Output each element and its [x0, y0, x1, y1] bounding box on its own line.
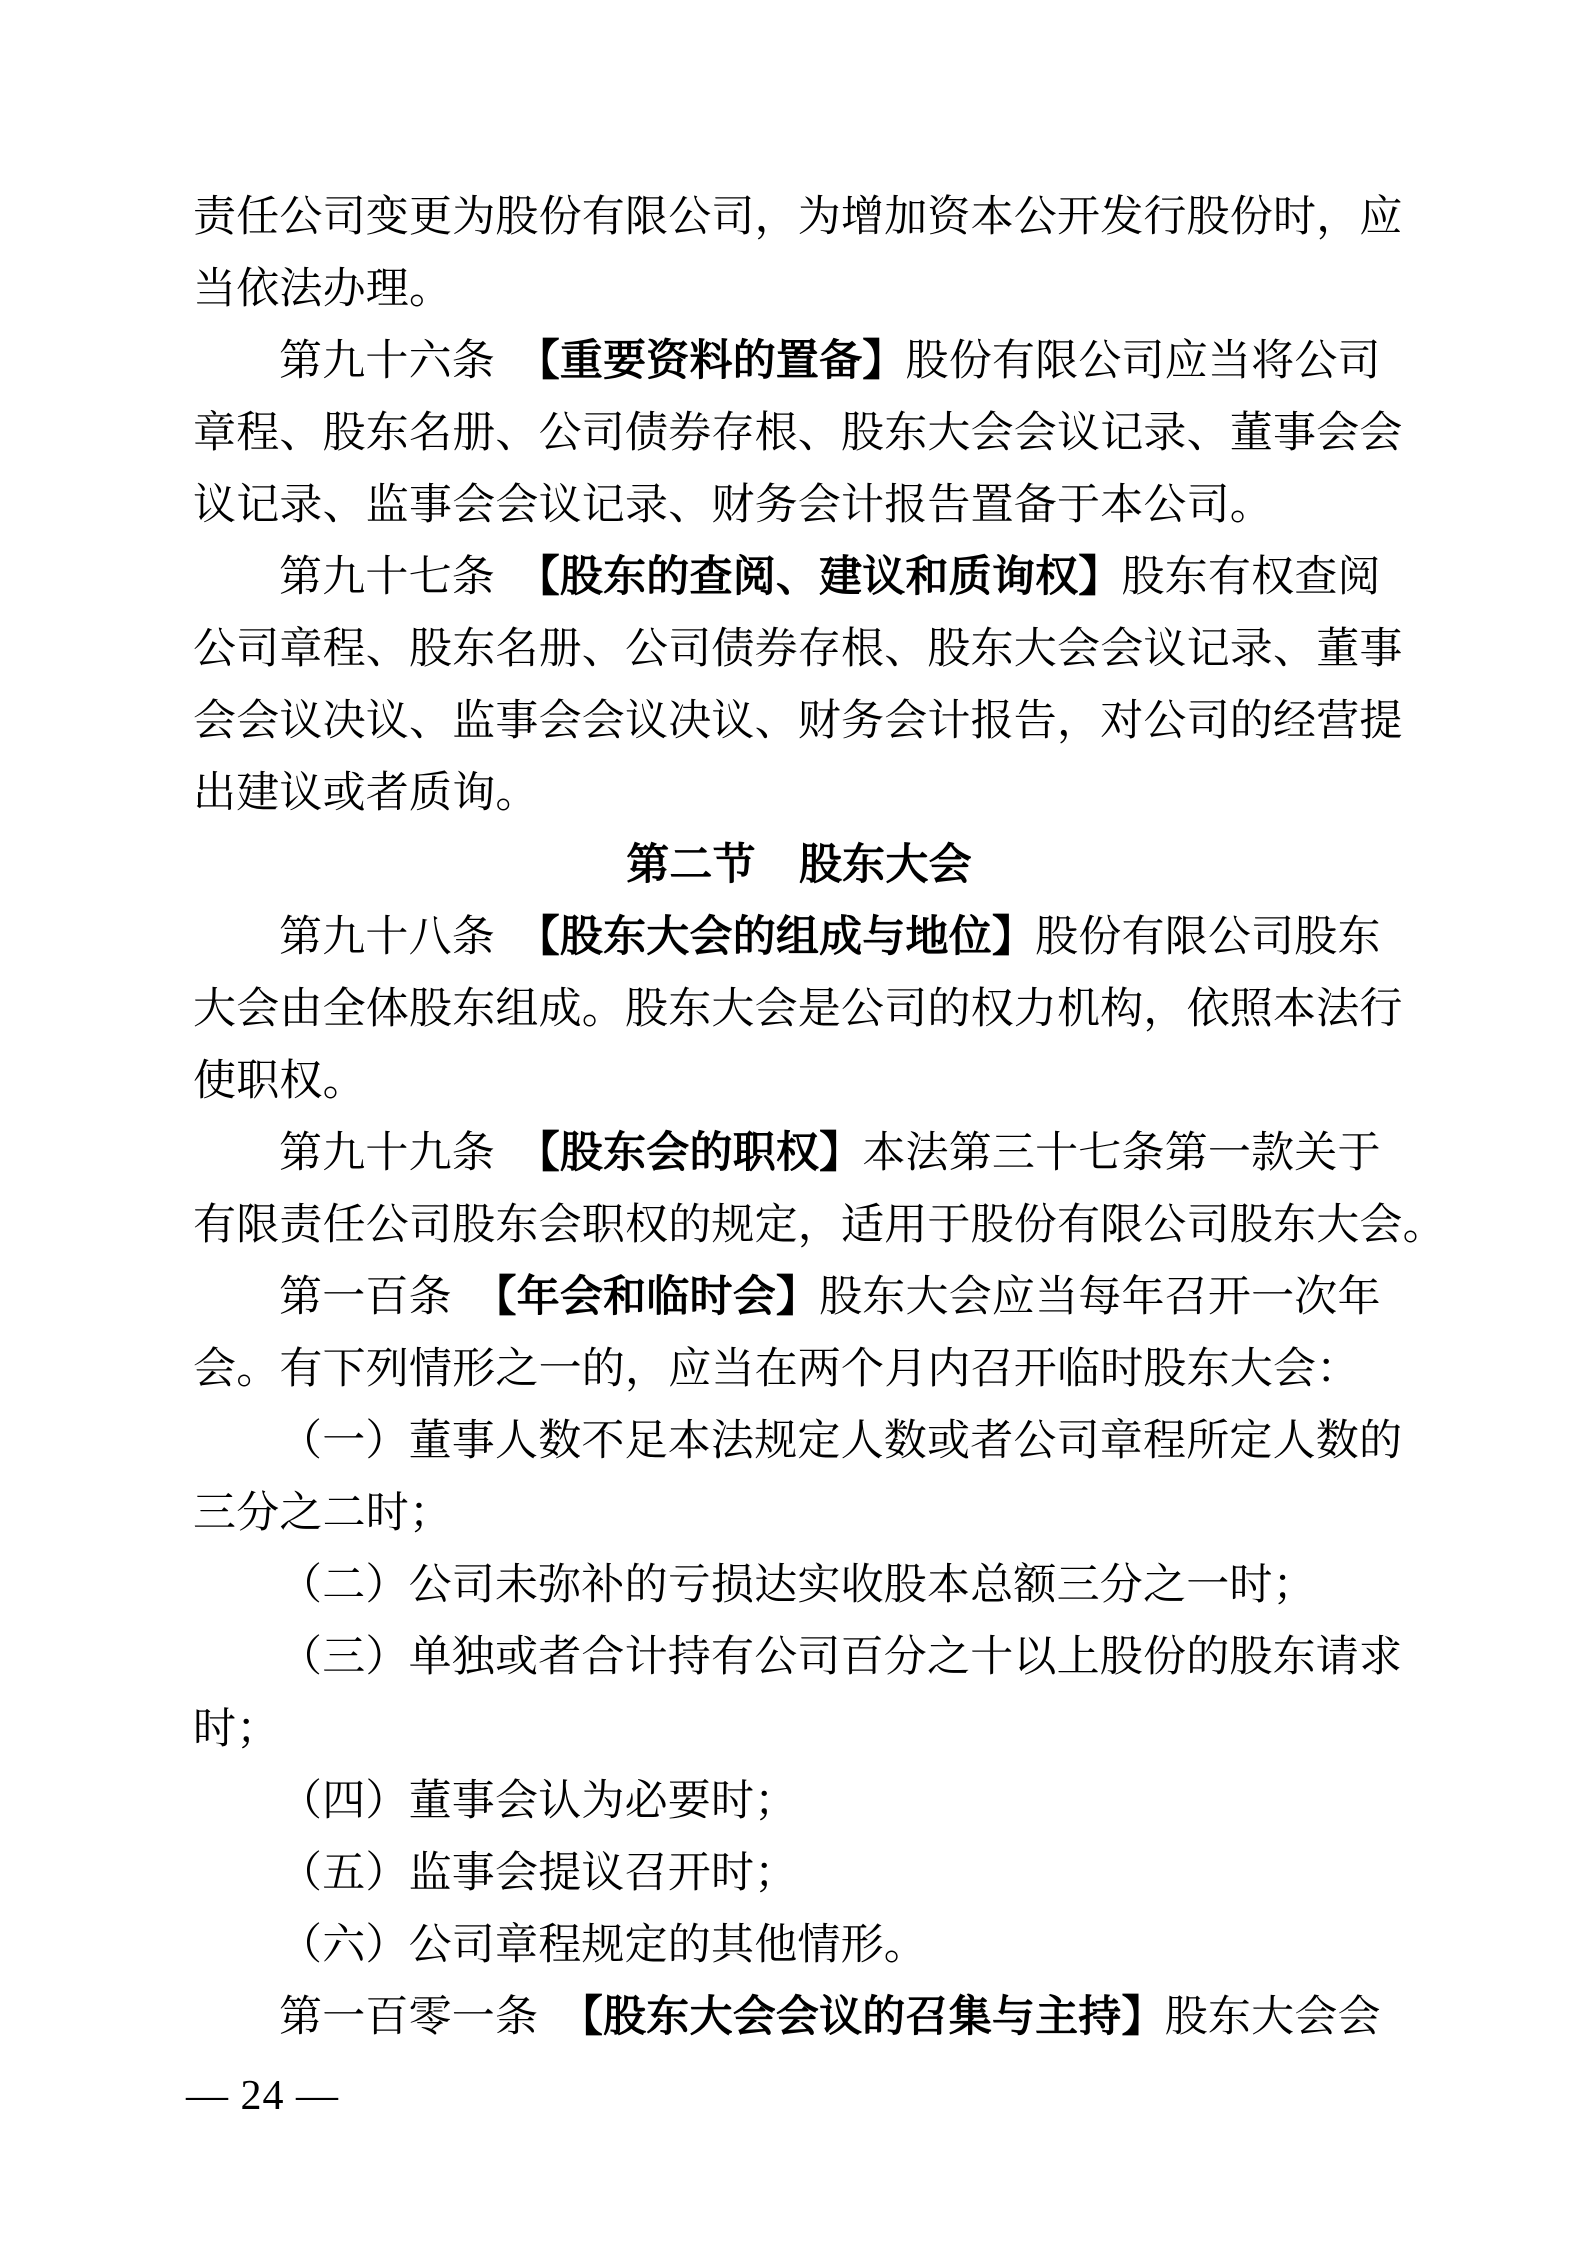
text-line — [193, 182, 1405, 254]
text-line — [193, 902, 1405, 974]
text-segment: 股份有限公司应当将公司 — [905, 338, 1381, 385]
text-line — [193, 1910, 1405, 1982]
text-segment: 使职权。 — [193, 1058, 366, 1105]
text-line — [193, 1190, 1446, 1262]
text-segment: 议记录、监事会会议记录、财务会计报告置备于本公司。 — [193, 482, 1273, 529]
text-segment: 有限责任公司股东会职权的规定，适用于股份有限公司股东大会。 — [193, 1202, 1446, 1249]
text-line — [193, 1262, 1405, 1334]
page-number: — 24 — — [186, 2073, 339, 2119]
text-line — [193, 614, 1405, 686]
text-line — [193, 1550, 1405, 1622]
text-line — [193, 254, 1405, 326]
text-line — [193, 326, 1405, 398]
article-title-bold: 第二节 股东大会 — [626, 842, 972, 889]
text-segment: 第九十六条 — [279, 338, 539, 385]
article-title-bold: 【股东大会的组成与地位】 — [538, 914, 1036, 961]
text-line — [193, 470, 1405, 542]
text-segment: 股东有权查阅 — [1121, 554, 1381, 601]
text-segment: （二）公司未弥补的亏损达实收股本总额三分之一时； — [279, 1562, 1316, 1609]
text-segment: 第一百条 — [279, 1274, 495, 1321]
text-line — [193, 1838, 1405, 1910]
text-segment: 当依法办理。 — [193, 266, 453, 313]
text-line — [193, 1622, 1405, 1694]
text-segment: 第九十七条 — [279, 554, 539, 601]
text-line — [193, 1118, 1405, 1190]
text-line — [193, 1046, 1405, 1118]
text-segment: 出建议或者质询。 — [193, 770, 539, 817]
text-segment: （六）公司章程规定的其他情形。 — [279, 1922, 927, 1969]
text-line — [193, 542, 1405, 614]
article-title-bold: 【股东会的职权】 — [538, 1130, 863, 1177]
text-segment: 会会议决议、监事会会议决议、财务会计报告，对公司的经营提 — [193, 698, 1403, 745]
text-line — [193, 686, 1405, 758]
text-segment: 本法第三十七条第一款关于 — [862, 1130, 1381, 1177]
text-segment: （一）董事人数不足本法规定人数或者公司章程所定人数的 — [279, 1418, 1403, 1465]
section-heading — [193, 830, 1405, 902]
article-title-bold: 【重要资料的置备】 — [538, 338, 906, 385]
text-segment: 股东大会应当每年召开一次年 — [819, 1274, 1381, 1321]
text-segment: 会。有下列情形之一的，应当在两个月内召开临时股东大会： — [193, 1346, 1360, 1393]
text-segment: （四）董事会认为必要时； — [279, 1778, 798, 1825]
text-segment: 责任公司变更为股份有限公司，为增加资本公开发行股份时，应 — [193, 194, 1403, 241]
text-line — [193, 1694, 1405, 1766]
text-line — [193, 1766, 1405, 1838]
article-title-bold: 【股东大会会议的召集与主持】 — [581, 1994, 1165, 2041]
text-segment: 章程、股东名册、公司债券存根、股东大会会议记录、董事会会 — [193, 410, 1403, 457]
text-segment: 股份有限公司股东 — [1035, 914, 1381, 961]
text-segment: 大会由全体股东组成。股东大会是公司的权力机构，依照本法行 — [193, 986, 1403, 1033]
text-segment: 第九十八条 — [279, 914, 539, 961]
text-segment: 股东大会会 — [1164, 1994, 1381, 2041]
text-segment: 公司章程、股东名册、公司债券存根、股东大会会议记录、董事 — [193, 626, 1403, 673]
text-segment: 时； — [193, 1706, 280, 1753]
text-segment: （三）单独或者合计持有公司百分之十以上股份的股东请求 — [279, 1634, 1403, 1681]
text-line — [193, 1406, 1405, 1478]
text-line — [193, 974, 1405, 1046]
text-segment: 第一百零一条 — [279, 1994, 582, 2041]
text-line — [193, 758, 1405, 830]
text-segment: 第九十九条 — [279, 1130, 539, 1177]
text-line — [193, 1982, 1405, 2054]
document-body — [193, 182, 1446, 2054]
text-segment: （五）监事会提议召开时； — [279, 1850, 798, 1897]
text-line — [193, 398, 1405, 470]
text-line — [193, 1334, 1405, 1406]
text-segment: 三分之二时； — [193, 1490, 453, 1537]
text-line — [193, 1478, 1405, 1550]
article-title-bold: 【股东的查阅、建议和质询权】 — [538, 554, 1122, 601]
article-title-bold: 【年会和临时会】 — [495, 1274, 820, 1321]
